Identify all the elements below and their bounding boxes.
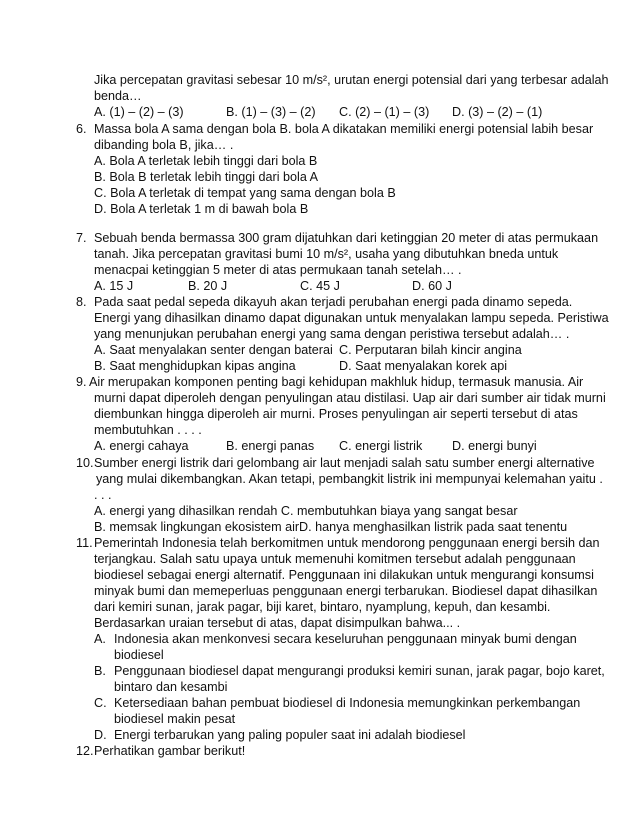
q5-stem-line-2: benda… [94, 89, 142, 103]
q7-stem-line-3: menacpai ketinggian 5 meter di atas permukaan tanah setelah… . [94, 263, 462, 277]
q9-option-b: B. energi panas [226, 439, 315, 453]
q5-stem-line-1: Jika percepatan gravitasi sebesar 10 m/s², urutan energi potensial dari yang terbesar adalah [94, 73, 609, 87]
q7-option-b: B. 20 J [188, 279, 228, 293]
q11-option-a-line-1: Indonesia akan menkonvesi secara keseluruhan penggunaan minyak bumi dengan [114, 632, 577, 646]
q11-option-a-letter: A. [94, 632, 106, 646]
q10-stem-line-2: yang mulai dikembangkan. Akan tetapi, pembangkit listrik ini mempunyai kelemahan yaitu . [96, 472, 603, 486]
q8-option-a: A. Saat menyalakan senter dengan baterai [94, 343, 333, 357]
q6-stem-line-1: Massa bola A sama dengan bola B. bola A dikatakan memiliki energi potensial labih besar [94, 122, 594, 136]
q11-option-c-letter: C. [94, 696, 107, 710]
q10-stem-line-3: . . . [94, 488, 112, 502]
q9-stem-line-3: diembunkan hingga diperoleh air murni. Proses penyulingan air seperti tersebut di atas [94, 407, 578, 421]
q8-stem-line-2: Energi yang dihasilkan dinamo dapat digunakan untuk menyalakan lampu sepeda. Peristiwa [94, 311, 609, 325]
q9-stem-line-1: Air merupakan komponen penting bagi kehidupan makhluk hidup, termasuk manusia. Air [89, 375, 584, 389]
q8-stem-line-1: Pada saat pedal sepeda dikayuh akan terjadi perubahan energi pada dinamo sepeda. [94, 295, 573, 309]
q8-option-b: B. Saat menghidupkan kipas angina [94, 359, 296, 373]
q6-option-b: B. Bola B terletak lebih tinggi dari bola A [94, 170, 319, 184]
q5-option-c: C. (2) – (1) – (3) [339, 105, 430, 119]
q11-option-b-line-1: Penggunaan biodiesel dapat mengurangi produksi kemiri sunan, jarak pagar, bojo karet, [114, 664, 605, 678]
q7-option-a: A. 15 J [94, 279, 134, 293]
q9-option-c: C. energi listrik [339, 439, 423, 453]
q7-option-d: D. 60 J [412, 279, 452, 293]
q9-stem-line-4: membutuhkan . . . . [94, 423, 202, 437]
q7-stem-line-2: tanah. Jika percepatan gravitasi bumi 10 m/s², usaha yang dibutuhkan bneda untuk [94, 247, 559, 261]
q8-option-c: C. Perputaran bilah kincir angina [339, 343, 522, 357]
q10-number: 10. [76, 456, 94, 470]
q8-stem-line-3: yang menunjukan perubahan energi yang sama dengan peristiwa tersebut adalah… . [94, 327, 570, 341]
q11-option-b-line-2: bintaro dan kesambi [114, 680, 228, 694]
q7-number: 7. [76, 231, 87, 245]
q7-stem-line-1: Sebuah benda bermassa 300 gram dijatuhkan dari ketinggian 20 meter di atas permukaan [94, 231, 599, 245]
q11-option-c-line-1: Ketersediaan bahan pembuat biodiesel di Indonesia memungkinkan perkembangan [114, 696, 581, 710]
q6-option-c: C. Bola A terletak di tempat yang sama dengan bola B [94, 186, 396, 200]
q11-number: 11. [76, 536, 93, 550]
q11-stem-line-6: Berdasarkan uraian tersebut di atas, dapat disimpulkan bahwa... . [94, 616, 461, 630]
q9-option-a: A. energi cahaya [94, 439, 189, 453]
q5-option-a: A. (1) – (2) – (3) [94, 105, 184, 119]
q5-option-d: D. (3) – (2) – (1) [452, 105, 543, 119]
q11-stem-line-4: minyak bumi dan memeperluas penggunaan energi terbarukan. Biodiesel dapat dihasilkan [94, 584, 598, 598]
q11-stem-line-3: biodiesel sebagai energi alternatif. Penggunaan ini dilakukan untuk mengurangi konsumsi [94, 568, 594, 582]
q10-option-b: B. memsak lingkungan ekosistem air [94, 520, 300, 534]
q10-stem-line-1: Sumber energi listrik dari gelombang air laut menjadi salah satu sumber energi alternative [94, 456, 595, 470]
q6-option-a: A. Bola A terletak lebih tinggi dari bola B [94, 154, 318, 168]
q6-stem-line-2: dibanding bola B, jika… . [94, 138, 234, 152]
q9-stem-line-2: murni dapat diperoleh dengan penyulingan atau distilasi. Uap air dari sumber air tidak murni [94, 391, 606, 405]
q8-option-d: D. Saat menyalakan korek api [339, 359, 508, 373]
q11-option-d-line-1: Energi terbarukan yang paling populer saat ini adalah biodiesel [114, 728, 466, 742]
q9-option-d: D. energi bunyi [452, 439, 537, 453]
q11-stem-line-5: dari kemiri sunan, jarak pagar, biji karet, bintaro, nyamplung, kepuh, dan kesambi. [94, 600, 551, 614]
q10-option-d: D. hanya menghasilkan listrik pada saat tenentu [299, 520, 568, 534]
q12-stem: Perhatikan gambar berikut! [94, 744, 246, 758]
q11-stem-line-1: Pemerintah Indonesia telah berkomitmen untuk mendorong penggunaan energi bersih dan [94, 536, 600, 550]
q9-number: 9. [76, 375, 87, 389]
q7-option-c: C. 45 J [300, 279, 340, 293]
q5-option-b: B. (1) – (3) – (2) [226, 105, 316, 119]
q6-number: 6. [76, 122, 87, 136]
q11-option-c-line-2: biodiesel makin pesat [114, 712, 236, 726]
q11-option-a-line-2: biodiesel [114, 648, 164, 662]
q11-stem-line-2: terjangkau. Salah satu upaya untuk memenuhi komitmen tersebut adalah penggunaan [94, 552, 576, 566]
q6-option-d: D. Bola A terletak 1 m di bawah bola B [94, 202, 309, 216]
q8-number: 8. [76, 295, 87, 309]
q11-option-b-letter: B. [94, 664, 106, 678]
q11-option-d-letter: D. [94, 728, 107, 742]
q10-option-a-c: A. energi yang dihasilkan rendah C. membutuhkan biaya yang sangat besar [94, 504, 518, 518]
q12-number: 12. [76, 744, 94, 758]
